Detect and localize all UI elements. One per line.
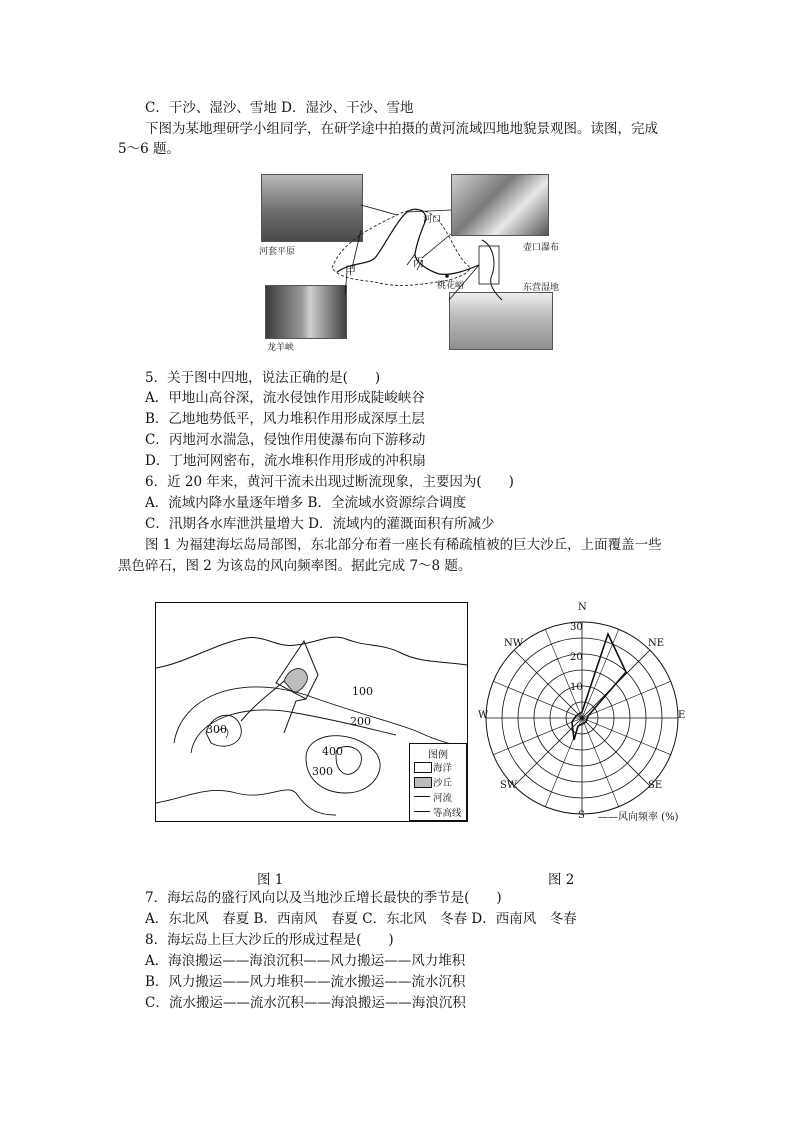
river-map-sketch: [257, 170, 567, 352]
tick-20: 20: [570, 652, 583, 663]
label-hukou: 壶口瀑布: [523, 243, 560, 253]
contour-label-200: 200: [350, 715, 371, 728]
contour-label-100: 100: [352, 685, 373, 698]
tick-30: 30: [570, 622, 583, 633]
question-5-option-d: D．丁地河网密布，流水堆积作用形成的冲积扇: [145, 453, 426, 469]
legend-contour-line: [414, 811, 430, 812]
contour-label-300-right: 300: [312, 765, 333, 778]
question-8-option-c: C．流水搬运——流水沉积——海浪搬运——海浪沉积: [145, 995, 466, 1011]
contour-label-400: 400: [322, 745, 343, 758]
dir-ne: NE: [648, 638, 665, 649]
yellow-river-figure: [257, 170, 567, 352]
intro-paragraph-line-1: 下图为某地理研学小组同学，在研学途中拍摄的黄河流域四地地貌景观图。读图，完成: [145, 121, 658, 137]
legend-contour: 等高线: [433, 808, 462, 819]
question-8: 8．海坛岛上巨大沙丘的形成过程是( ): [145, 932, 394, 948]
legend-river: 河流: [433, 793, 453, 804]
question-7: 7．海坛岛的盛行风向以及当地沙丘增长最快的季节是( ): [145, 890, 502, 906]
label-jia: 甲: [345, 264, 356, 277]
context-paragraph-line-2: 黑色碎石，图 2 为该岛的风向频率图。据此完成 7～8 题。: [118, 558, 472, 574]
dir-se: SE: [648, 780, 663, 791]
label-bing: 丙: [413, 256, 424, 269]
wind-rose-legend: ——风向频率 (%): [598, 812, 679, 823]
intro-paragraph-line-2: 5～6 题。: [118, 141, 180, 157]
question-6-options-cd: C．汛期各水库泄洪量增大 D．流域内的灌溉面积有所减少: [145, 516, 495, 532]
tick-10: 10: [570, 682, 583, 693]
legend-title: 图例: [428, 750, 448, 761]
question-8-option-a: A．海浪搬运——海浪沉积——风力搬运——风力堆积: [145, 953, 466, 969]
question-6: 6．近 20 年来，黄河干流未出现过断流现象，主要因为( ): [145, 474, 514, 490]
question-5-option-a: A．甲地山高谷深，流水侵蚀作用形成陡峻峡谷: [145, 390, 425, 406]
figure-1-island-map: [155, 602, 468, 822]
question-5-option-c: C．丙地河水湍急，侵蚀作用使瀑布向下游移动: [145, 432, 426, 448]
legend-river-line: [414, 796, 430, 797]
dir-nw: NW: [504, 638, 524, 649]
option-line-c-d: C．干沙、湿沙、雪地 D．湿沙、干沙、雪地: [145, 100, 414, 116]
context-paragraph-line-1: 图 1 为福建海坛岛局部图，东北部分布着一座长有稀疏植被的巨大沙丘，上面覆盖一些: [145, 537, 662, 553]
question-6-options-ab: A．流域内降水量逐年增多 B．全流域水资源综合调度: [145, 495, 466, 511]
dir-n: N: [578, 602, 587, 613]
label-longyang: 龙羊峡: [267, 343, 295, 353]
question-7-options: A．东北风 春夏 B．西南风 春夏 C．东北风 冬春 D．西南风 冬春: [145, 911, 577, 927]
legend-dune-swatch: [414, 777, 432, 788]
contour-label-300-left: 300: [206, 723, 227, 736]
legend-dune: 沙丘: [433, 778, 453, 789]
question-5: 5．关于图中四地，说法正确的是( ): [145, 370, 381, 386]
question-5-option-b: B．乙地地势低平，风力堆积作用形成深厚土层: [145, 411, 425, 427]
figure-2-caption: 图 2: [548, 872, 575, 888]
dir-s: S: [578, 810, 585, 821]
dir-sw: SW: [500, 780, 518, 791]
figure-2-wind-rose: [470, 602, 710, 823]
label-hetao: 河套平原: [259, 247, 296, 257]
question-8-option-b: B．风力搬运——风力堆积——流水搬运——流水沉积: [145, 974, 466, 990]
figure-1-legend: [409, 743, 467, 821]
label-hekou: 河口: [423, 215, 442, 225]
legend-ocean-swatch: [414, 762, 432, 773]
dir-e: E: [678, 710, 686, 721]
dir-w: W: [478, 710, 489, 721]
label-dongying: 东营湿地: [523, 283, 560, 293]
figure-1-caption: 图 1: [257, 872, 284, 888]
label-taohuayu: 桃花峪: [437, 281, 465, 291]
legend-ocean: 海洋: [433, 763, 453, 774]
